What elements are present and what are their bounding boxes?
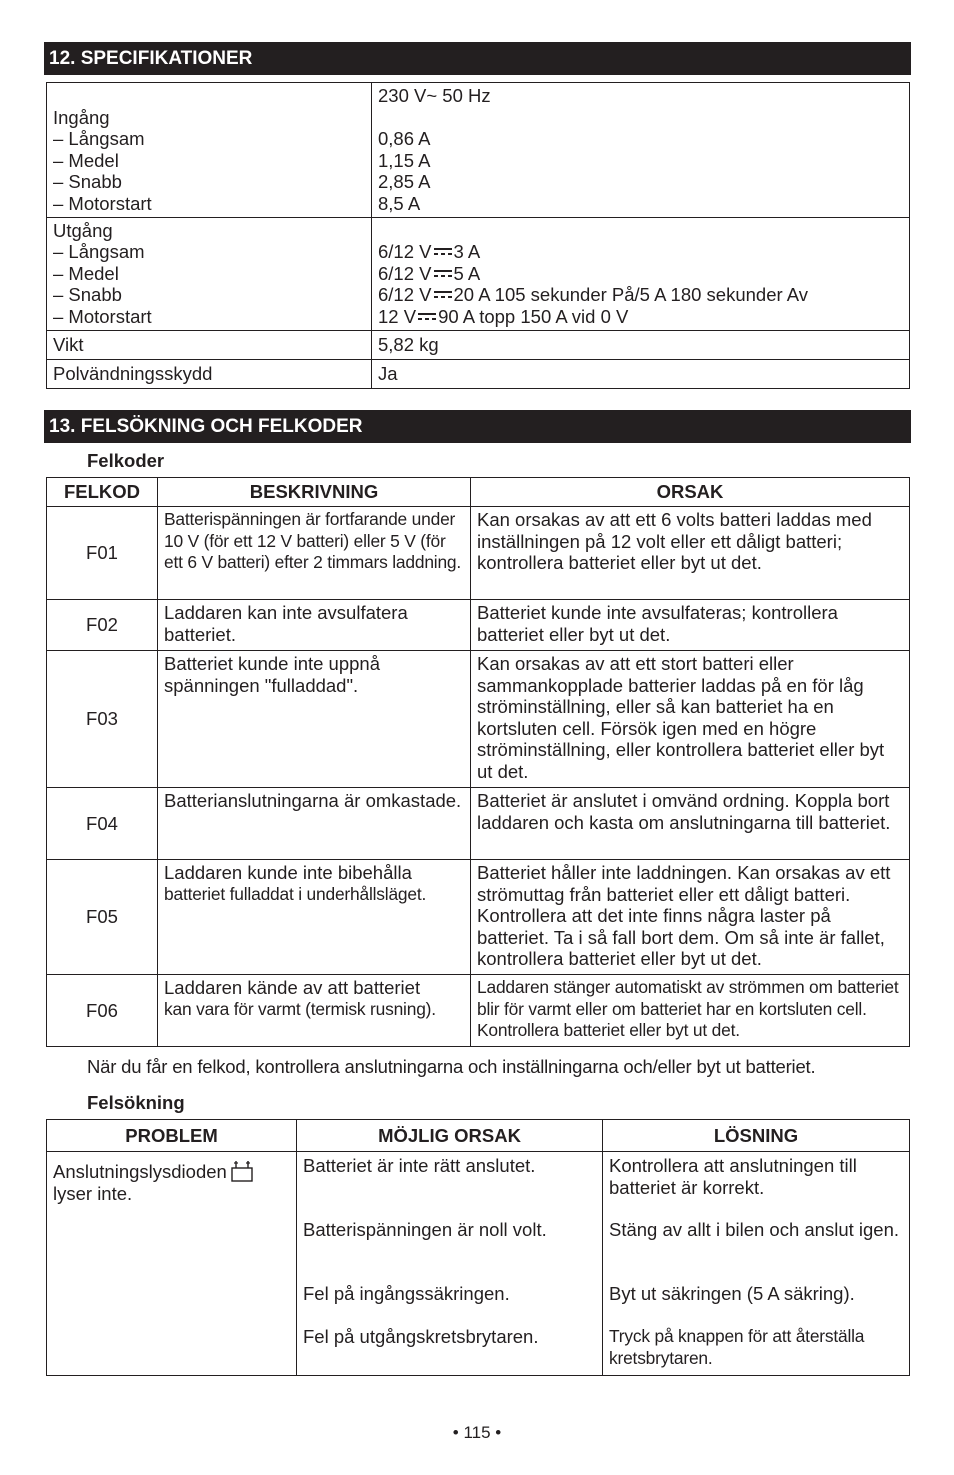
spec-output-values [372, 217, 910, 330]
error-code: F05 [47, 860, 158, 975]
error-description: Batterianslutningarna är omkastade. [158, 788, 471, 860]
table-row [47, 860, 910, 975]
felsokning-heading: Felsökning [87, 1092, 185, 1113]
table-row [47, 1152, 910, 1376]
error-table-header: FELKOD BESKRIVNING ORSAK [47, 478, 910, 507]
error-cause: Batteriet är anslutet i omvänd ordning. Koppla bort laddaren och kasta om anslutningarna till batteriet. [471, 788, 910, 860]
section-12-title: 12. SPECIFIKATIONER [44, 42, 911, 75]
error-code: F06 [47, 975, 158, 1047]
spec-table [46, 82, 910, 389]
troubleshooting-header: PROBLEM MÖJLIG ORSAK LÖSNING [47, 1120, 910, 1152]
felkoder-heading: Felkoder [87, 450, 165, 471]
error-description: Laddaren kände av att batteriet kan vara för varmt (termisk rusning). [158, 975, 471, 1047]
error-description: Batteriet kunde inte uppnå spänningen "fulladdad". [158, 651, 471, 788]
battery-connection-icon [231, 1160, 253, 1182]
spec-row-output [47, 217, 910, 330]
spec-input-values: 230 V~ 50 Hz 0,86 A 1,15 A 2,85 A 8,5 A [372, 83, 910, 218]
error-code-note: När du får en felkod, kontrollera anslutningarna och inställningarna och/eller byt ut batteriet. [87, 1056, 816, 1077]
dc-current-icon [418, 313, 436, 321]
error-cause: Kan orsakas av att ett stort batteri eller sammankopplade batterier laddas på en för låg ströminställning, eller så kan batteriet ha en kortsluten cell. Försök igen med en högre ströminställning, eller kontrollera batteriet eller byt ut det. [471, 651, 910, 788]
section-13-title: 13. FELSÖKNING OCH FELKODER [44, 410, 911, 443]
error-description: Batterispänningen är fortfarande under 10 V (för ett 12 V batteri) eller 5 V (för ett 6 V batteri) efter 2 timmars laddning. [158, 507, 471, 600]
troubleshooting-table [46, 1119, 910, 1376]
table-row [47, 507, 910, 600]
spec-row-polarity: Polvändningsskydd Ja [47, 359, 910, 388]
dc-current-icon [434, 248, 452, 256]
spec-row-input [47, 83, 910, 218]
dc-current-icon [434, 270, 452, 278]
spec-output-labels: Utgång – Långsam – Medel – Snabb – Motorstart [47, 217, 372, 330]
error-code: F02 [47, 600, 158, 651]
output-engine-start: 12 V 90 A topp 150 A vid 0 V [378, 305, 629, 327]
spec-row-weight: Vikt 5,82 kg [47, 330, 910, 359]
output-fast: 6/12 V 20 A 105 sekunder På/5 A 180 sekunder Av [378, 284, 809, 306]
dc-current-icon [434, 291, 452, 299]
error-description: Laddaren kunde inte bibehålla batteriet fulladdat i underhållsläget. [158, 860, 471, 975]
page-number: • 115 • [452, 1423, 502, 1442]
table-row [47, 975, 910, 1047]
table-row [47, 600, 910, 651]
error-code: F01 [47, 507, 158, 600]
table-row [47, 788, 910, 860]
cause-cell: Batteriet är inte rätt anslutet. Batterispänningen är noll volt. Fel på ingångssäkringen. Fel på utgångskretsbrytaren. [297, 1152, 603, 1376]
problem-cell: Anslutningslysdioden lyser inte. [47, 1152, 297, 1376]
spec-input-labels: Ingång – Långsam – Medel – Snabb – Motorstart [47, 83, 372, 218]
output-medium: 6/12 V 5 A [378, 262, 481, 284]
error-cause: Laddaren stänger automatiskt av strömmen om batteriet blir för varmt eller om batteriet har en kortsluten cell. Kontrollera batteriet eller byt ut det. [471, 975, 910, 1047]
error-cause: Batteriet håller inte laddningen. Kan orsakas av ett strömuttag från batteriet eller ett dåligt batteri. Kontrollera att det inte finns några laster på batteriet. Ta i så fall bort dem. Om så inte är fallet, kontrollera batteriet eller byt ut det. [471, 860, 910, 975]
solution-cell: Kontrollera att anslutningen till batteriet är korrekt. Stäng av allt i bilen och anslut igen. Byt ut säkringen (5 A säkring). Tryck på knappen för att återställa kretsbrytaren. [603, 1152, 910, 1376]
error-code-table [46, 477, 910, 1047]
error-code: F03 [47, 651, 158, 788]
error-cause: Batteriet kunde inte avsulfateras; kontrollera batteriet eller byt ut det. [471, 600, 910, 651]
error-cause: Kan orsakas av att ett 6 volts batteri laddas med inställningen på 12 volt eller ett dåligt batteri; kontrollera batteriet eller byt ut det. [471, 507, 910, 600]
output-slow: 6/12 V 3 A [378, 241, 481, 263]
table-row [47, 651, 910, 788]
error-code: F04 [47, 788, 158, 860]
error-description: Laddaren kan inte avsulfatera batteriet. [158, 600, 471, 651]
